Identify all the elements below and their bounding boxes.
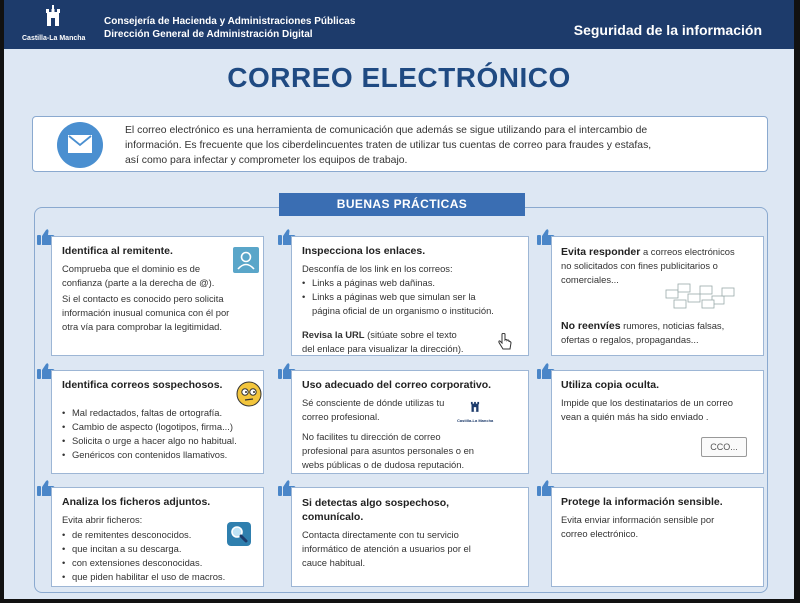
text-line: rumores, noticias falsas, bbox=[620, 320, 725, 331]
card-title bbox=[302, 496, 449, 524]
list-item: • Cambio de aspecto (logotipos, firma...) bbox=[62, 420, 237, 434]
text-line: correo electrónico. bbox=[561, 528, 639, 539]
list-item: • Links a páginas web dañinas. bbox=[302, 276, 494, 290]
text-line: Impide que los destinatarios de un correo bbox=[561, 397, 733, 408]
header-section-title: Seguridad de la información bbox=[573, 22, 762, 38]
card-intro: Desconfía de los link en los correos: bbox=[302, 263, 453, 274]
list-item: • que piden habilitar el uso de macros. bbox=[62, 570, 225, 584]
card-identifica-remitente bbox=[51, 236, 264, 356]
page-frame bbox=[4, 0, 794, 599]
list-item: • Mal redactados, faltas de ortografía. bbox=[62, 406, 237, 420]
card-inspecciona-enlaces bbox=[291, 236, 529, 356]
card-correo-corporativo bbox=[291, 370, 529, 474]
card-text bbox=[561, 245, 735, 287]
text-line: profesional para asuntos personales o en bbox=[302, 445, 474, 456]
intro-line-2: información. Es frecuente que los ciberdelincuentes traten de utilizar tus cuentas de correo para fraudes y estafas, bbox=[125, 140, 652, 151]
good-practices-banner: BUENAS PRÁCTICAS bbox=[279, 193, 525, 216]
bold-text: No reenvíes bbox=[561, 320, 621, 332]
card-text bbox=[62, 262, 229, 334]
envelope-circle bbox=[57, 122, 103, 168]
text-line: página oficial de un organismo o institución. bbox=[312, 305, 494, 316]
hand-pointer-icon bbox=[497, 333, 513, 351]
title-line: Si detectas algo sospechoso, bbox=[302, 497, 450, 509]
text-line: cauce habitual. bbox=[302, 557, 366, 568]
card-title: Uso adecuado del correo corporativo. bbox=[302, 379, 492, 391]
text-line: Comprueba que el dominio es de bbox=[62, 263, 201, 274]
card-note bbox=[302, 328, 464, 356]
list-item: • con extensiones desconocidas. bbox=[62, 556, 225, 570]
header-line-1: Consejería de Hacienda y Administraciones Públicas bbox=[104, 16, 356, 27]
card-evita-responder bbox=[551, 236, 764, 356]
card-text-2 bbox=[561, 319, 724, 347]
text-line: otra vía para comprobar la legitimidad. bbox=[62, 321, 222, 332]
card-text bbox=[561, 513, 714, 541]
card-title: Protege la información sensible. bbox=[561, 496, 723, 508]
text-line: No facilites tu dirección de correo bbox=[302, 431, 441, 442]
card-intro: Evita abrir ficheros: bbox=[62, 514, 143, 525]
card-correos-sospechosos bbox=[51, 370, 264, 474]
logo-text: Castilla-La Mancha bbox=[22, 35, 86, 42]
list-item: • Solicita o urge a hacer algo no habitual. bbox=[62, 434, 237, 448]
suspicious-face-icon bbox=[236, 381, 262, 407]
link-bullets bbox=[302, 276, 494, 318]
list-item bbox=[302, 290, 494, 318]
jccm-small-logo bbox=[457, 399, 493, 423]
card-ficheros-adjuntos bbox=[51, 487, 264, 587]
card-title: Evita responder bbox=[561, 246, 641, 258]
text-line: no solicitados con fines publicitarios o bbox=[561, 260, 718, 271]
card-text bbox=[302, 528, 471, 570]
text-line: (sitúate sobre el texto bbox=[364, 329, 457, 340]
text-line: vean a quién más ha sido enviado . bbox=[561, 411, 709, 422]
text-line: información inusual comunica con él por bbox=[62, 307, 230, 318]
list-item: • Genéricos con contenidos llamativos. bbox=[62, 448, 237, 462]
header-line-2: Dirección General de Administración Digital bbox=[104, 29, 313, 40]
castle-logo-icon bbox=[470, 399, 480, 413]
text-line: ofertas o regalos, propagandas... bbox=[561, 334, 699, 345]
text-line: informático de atención a usuarios por el bbox=[302, 543, 471, 554]
intro-line-1: El correo electrónico es una herramienta de comunicación que además se sigue utilizando para el intercambio de bbox=[125, 125, 648, 136]
header-department bbox=[104, 15, 355, 41]
text-line: Sé consciente de dónde utilizas tu bbox=[302, 397, 445, 408]
card-title: Utiliza copia oculta. bbox=[561, 379, 660, 391]
text-line: del enlace para visualizar la dirección). bbox=[302, 343, 464, 354]
text-line: Links a páginas web que simulan ser la bbox=[312, 291, 476, 302]
jccm-logo bbox=[22, 4, 84, 44]
text-line: a correos electrónicos bbox=[640, 246, 735, 257]
bold-text: Revisa la URL bbox=[302, 329, 365, 340]
intro-text bbox=[125, 123, 755, 168]
page-title: CORREO ELECTRÓNICO bbox=[227, 62, 571, 93]
card-copia-oculta bbox=[551, 370, 764, 474]
text-line: correo profesional. bbox=[302, 411, 380, 422]
small-logo-text: Castilla-La Mancha bbox=[457, 418, 494, 423]
card-title: Inspecciona los enlaces. bbox=[302, 245, 426, 257]
cco-button[interactable]: CCO... bbox=[701, 437, 747, 457]
magnifier-icon bbox=[227, 522, 251, 546]
intro-line-3: así como para infectar y comprometer los equipos de trabajo. bbox=[125, 155, 408, 166]
card-text bbox=[302, 396, 474, 472]
intro-box bbox=[32, 116, 768, 172]
card-informacion-sensible bbox=[551, 487, 764, 587]
text-line: Si el contacto es conocido pero solicita bbox=[62, 293, 224, 304]
attachments-list bbox=[62, 528, 225, 584]
user-contact-icon bbox=[233, 247, 259, 273]
card-text bbox=[561, 396, 733, 424]
card-title: Analiza los ficheros adjuntos. bbox=[62, 496, 211, 508]
text-line: comerciales... bbox=[561, 274, 619, 285]
list-item: • de remitentes desconocidos. bbox=[62, 528, 225, 542]
card-title: Identifica al remitente. bbox=[62, 245, 173, 257]
text-line: webs públicas o de dudosa reputación. bbox=[302, 459, 465, 470]
text-line: Evita enviar información sensible por bbox=[561, 514, 715, 525]
castle-logo-icon bbox=[45, 4, 61, 28]
emails-cloud-icon bbox=[664, 282, 738, 310]
text-line: Contacta directamente con tu servicio bbox=[302, 529, 459, 540]
list-item: • que incitan a su descarga. bbox=[62, 542, 225, 556]
title-line: comunícalo. bbox=[302, 511, 364, 523]
text-line: confianza (parte a la derecha de @). bbox=[62, 277, 215, 288]
envelope-icon bbox=[68, 135, 92, 153]
header-bar bbox=[4, 0, 794, 49]
card-si-detectas bbox=[291, 487, 529, 587]
suspicious-list bbox=[62, 406, 237, 462]
card-title: Identifica correos sospechosos. bbox=[62, 379, 223, 391]
